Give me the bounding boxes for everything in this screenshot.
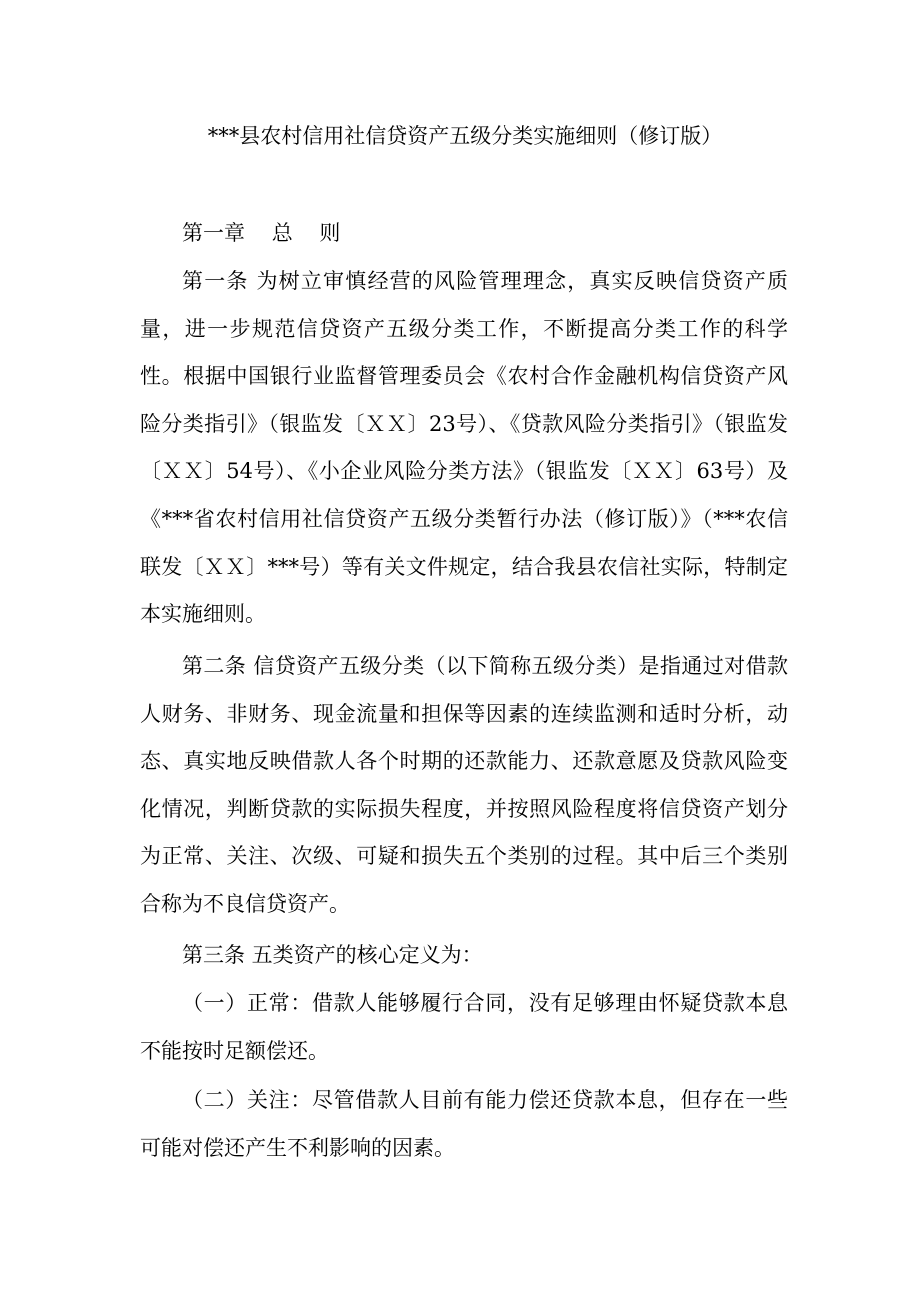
category-normal-paragraph: （一）正常：借款人能够履行合同，没有足够理由怀疑贷款本息不能按时足额偿还。 (140, 991, 788, 1063)
document-title: ***县农村信用社信贷资产五级分类实施细则（修订版） (207, 124, 723, 148)
chapter-heading: 第一章 总 则 (182, 221, 341, 245)
category-special-mention-paragraph: （二）关注：尽管借款人目前有能力偿还贷款本息，但存在一些可能对偿还产生不利影响的因素。 (140, 1088, 788, 1160)
article-3-paragraph: 第三条 五类资产的核心定义为： (182, 943, 483, 967)
article-2-paragraph: 第二条 信贷资产五级分类（以下简称五级分类）是指通过对借款人财务、非财务、现金流量和担保等因素的连续监测和适时分析，动态、真实地反映借款人各个时期的还款能力、还款意愿及贷款风险变化情况，判断贷款的实际损失程度，并按照风险程度将信贷资产划分为正常、关注、次级、可疑和损失五个类别的过程。其中后三个类别合称为不良信贷资产。 (140, 654, 788, 916)
article-1-paragraph: 第一条 为树立审慎经营的风险管理理念，真实反映信贷资产质量，进一步规范信贷资产五级分类工作，不断提高分类工作的科学性。根据中国银行业监督管理委员会《农村合作金融机构信贷资产风险分类指引》（银监发〔ＸＸ〕23号）、《贷款风险分类指引》（银监发〔ＸＸ〕54号）、《小企业风险分类方法》（银监发〔ＸＸ〕63号）及《***省农村信用社信贷资产五级分类暂行办法（修订版）》（***农信联发〔ＸＸ〕***号）等有关文件规定，结合我县农信社实际，特制定本实施细则。 (140, 269, 788, 627)
